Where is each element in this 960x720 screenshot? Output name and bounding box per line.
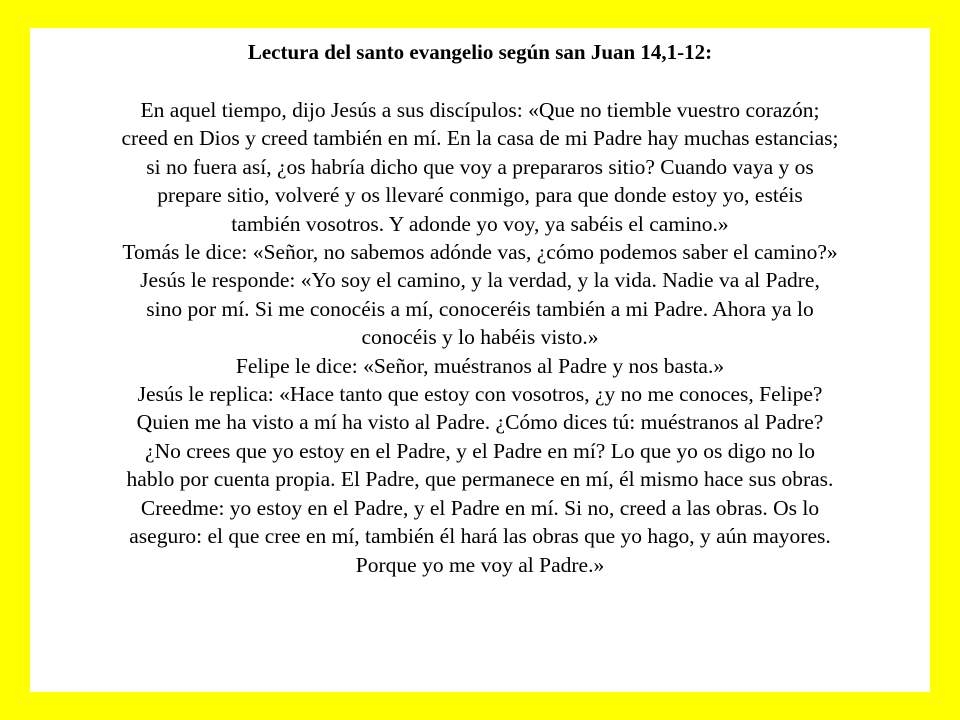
reading-line: Felipe le dice: «Señor, muéstranos al Padre y nos basta.» xyxy=(235,353,725,378)
reading-line: aseguro: el que cree en mí, también él hará las obras que yo hago, y aún mayores. xyxy=(129,524,831,549)
reading-line: conocéis y lo habéis visto.» xyxy=(361,325,599,350)
reading-line: creed en Dios y creed también en mí. En la casa de mi Padre hay muchas estancias; xyxy=(121,126,839,151)
reading-line: Tomás le dice: «Señor, no sabemos adónde vas, ¿cómo podemos saber el camino?» xyxy=(122,240,838,265)
reading-line: Jesús le responde: «Yo soy el camino, y la verdad, y la vida. Nadie va al Padre, xyxy=(140,268,820,293)
reading-line: hablo por cuenta propia. El Padre, que permanece en mí, él mismo hace sus obras. xyxy=(126,467,834,492)
reading-title: Lectura del santo evangelio según san Juan 14,1-12: xyxy=(247,40,713,64)
reading-line: Porque yo me voy al Padre.» xyxy=(355,552,605,577)
reading-line: En aquel tiempo, dijo Jesús a sus discípulos: «Que no tiemble vuestro corazón; xyxy=(140,98,820,122)
reading-page xyxy=(30,28,930,692)
reading-line: también vosotros. Y adonde yo voy, ya sabéis el camino.» xyxy=(231,211,729,236)
title-spacer xyxy=(30,66,930,96)
reading-line: Jesús le replica: «Hace tanto que estoy con vosotros, ¿y no me conoces, Felipe? xyxy=(137,382,823,407)
reading-line: prepare sitio, volveré y os llevaré conmigo, para que donde estoy yo, estéis xyxy=(157,183,803,208)
reading-body xyxy=(30,96,930,579)
reading-line: Quien me ha visto a mí ha visto al Padre. ¿Cómo dices tú: muéstranos al Padre? xyxy=(136,410,824,435)
reading-line: Creedme: yo estoy en el Padre, y el Padre en mí. Si no, creed a las obras. Os lo xyxy=(140,495,820,520)
reading-line: sino por mí. Si me conocéis a mí, conoceréis también a mi Padre. Ahora ya lo xyxy=(146,296,814,321)
reading-line: ¿No crees que yo estoy en el Padre, y el Padre en mí? Lo que yo os digo no lo xyxy=(145,438,815,463)
reading-line: si no fuera así, ¿os habría dicho que voy a prepararos sitio? Cuando vaya y os xyxy=(146,154,814,179)
